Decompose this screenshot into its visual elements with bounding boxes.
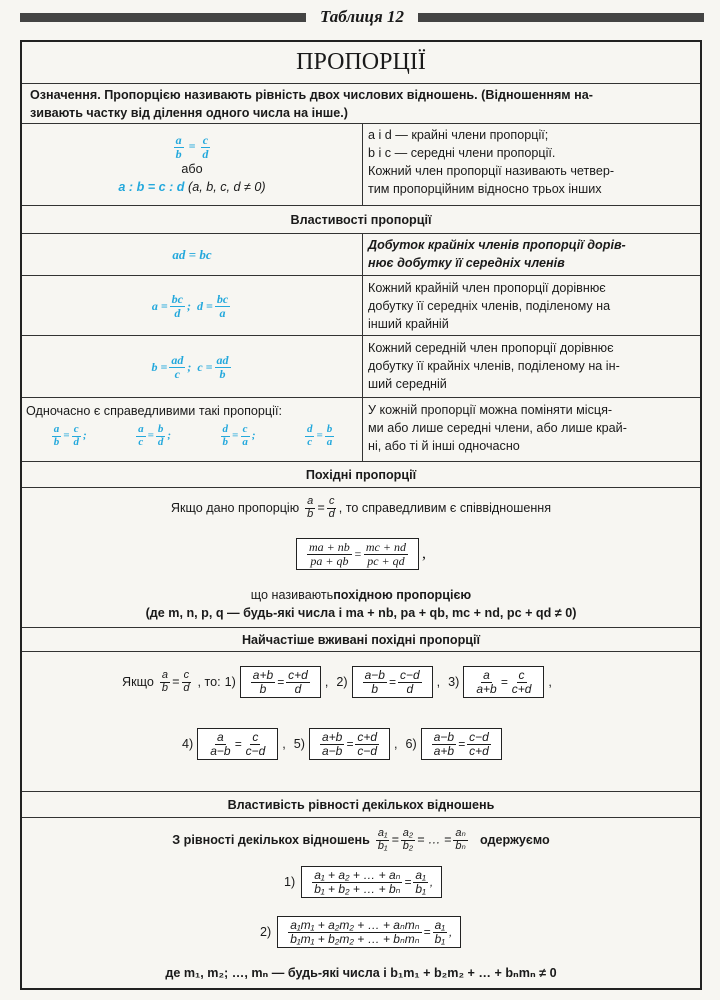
- extreme-term-formulas: a = $\frac{bc}{d}$ ; d = $\frac{bc}{a}$: [151, 291, 229, 320]
- title-row: [22, 42, 700, 84]
- frequent-row: [22, 652, 700, 792]
- notation-description: [368, 126, 694, 198]
- table-header: [20, 4, 704, 30]
- table-number: Таблиця 12: [320, 7, 404, 26]
- middle-term-line-1: Кожний середній член пропорції дорівнює: [368, 341, 614, 355]
- proportions-table: [20, 40, 702, 990]
- middle-term-line-3: ший середній: [368, 377, 447, 391]
- notation-line-4: тим пропорційним відносно трьох інших: [368, 182, 602, 196]
- middle-term-formulas: b = $\frac{ad}{c}$ ; c = $\frac{ad}{b}$: [151, 352, 229, 381]
- swap-caption: Одночасно є справедливими такі пропорції:: [26, 404, 282, 418]
- basic-proportion: $\frac{a}{b}$ = $\frac{c}{d}$: [175, 132, 209, 161]
- notation-formulas: [22, 124, 362, 206]
- frequent-formula-3: $\frac{a}{a+b}$ = $\frac{c}{c+d}$: [463, 666, 544, 698]
- extreme-term-line-1: Кожний крайній член пропорції дорівнює: [368, 281, 606, 295]
- section-frequent: Найчастіше вживані похідні пропорції: [22, 628, 700, 652]
- or-label: або: [181, 162, 203, 177]
- extreme-term-text: [368, 279, 694, 333]
- notation-line-3: Кожний член пропорції називають четвер-: [368, 164, 615, 178]
- main-property-formula: ad = bc: [172, 247, 212, 262]
- frequent-formula-6: $\frac{a-b}{a+b}$ = $\frac{c-d}{c+d}$: [421, 728, 502, 760]
- notation-line-2: b і c — середні члени пропорції.: [368, 146, 556, 160]
- derived-row: [22, 488, 700, 628]
- main-property-line-1: Добуток крайніх членів пропорції дорів-: [368, 238, 626, 252]
- swap-left: [26, 402, 360, 448]
- colon-proportion: a : b = c : d (a, b, c, d ≠ 0): [118, 180, 266, 195]
- definition-row: [22, 84, 700, 124]
- definition-line-1: Означення. Пропорцією називають рівність двох числових відношень. (Відношенням на-: [30, 88, 593, 102]
- notation-line-1: a і d — крайні члени пропорції;: [368, 128, 549, 142]
- page-title: ПРОПОРЦІЇ: [296, 49, 426, 75]
- multi-footer: де m₁, m₂; …, mₙ — будь-які числа і b₁m₁ + b₂m₂ + … + bₙmₙ ≠ 0: [165, 966, 557, 980]
- frequent-line-1: Якщо $\frac{a}{b}$ = $\frac{c}{d}$ , то: 1) $\frac{a+b}{b}$ = $\frac{c+d}{d}$ , 2) $\frac{a-b}{b}$ = $\frac{c-d}{d}$ , 3) $\frac{a}{a+b}$ = $\frac{c}{c+d}$ ,: [122, 666, 552, 698]
- notation-row: [22, 124, 700, 206]
- header-rule-right: [418, 13, 704, 22]
- column-divider: [362, 234, 363, 462]
- derived-condition: (де m, n, p, q — будь-які числа і ma + nb, pa + qb, mc + nd, pc + qd ≠ 0): [145, 606, 577, 620]
- swap-line-2: ми або лише середні члени, або лише край-: [368, 421, 627, 435]
- frequent-line-2: 4) $\frac{a}{a-b}$ = $\frac{c}{c-d}$ , 5) $\frac{a+b}{a-b}$ = $\frac{c+d}{c-d}$ , 6) $\frac{a-b}{a+b}$ = $\frac{c-d}{c+d}$: [182, 728, 502, 760]
- multi-formula-1: 1) $\frac{\text{a₁ + a₂ + … + aₙ}}{\text{b₁ + b₂ + … + bₙ}}$ = $\frac{\text{a₁}}{\text{b₁}}$ ,: [284, 866, 442, 898]
- section-multi: Властивість рівності декількох відношень: [22, 792, 700, 818]
- extreme-term-line-2: добутку її середніх членів, поділеному на: [368, 299, 611, 313]
- main-property-row: [22, 234, 700, 276]
- frequent-formula-5: $\frac{a+b}{a-b}$ = $\frac{c+d}{c-d}$: [309, 728, 390, 760]
- middle-term-row: [22, 336, 700, 398]
- derived-intro: Якщо дано пропорцію $\frac{a}{b}$ = $\frac{c}{d}$ , то справедливим є співвідношення: [170, 495, 552, 520]
- middle-term-line-2: добутку її крайніх членів, поділеному на ін-: [368, 359, 620, 373]
- multi-row: [22, 818, 700, 988]
- derived-called: що називають похідною пропорцією: [250, 588, 472, 602]
- swap-text: [368, 401, 694, 455]
- definition-line-2: зивають частку від ділення одного числа на інше.): [30, 106, 348, 120]
- frequent-formula-2: $\frac{a-b}{b}$ = $\frac{c-d}{d}$: [352, 666, 433, 698]
- derived-proportion-box: $\frac{ma + nb}{pa + qb}$ = $\frac{mc + nd}{pc + qd}$: [296, 538, 419, 570]
- swap-proportion: $\frac{a}{c}$ = $\frac{b}{d}$ ;: [138, 423, 172, 448]
- frequent-formula-4: $\frac{a}{a-b}$ = $\frac{c}{c-d}$: [197, 728, 278, 760]
- column-divider: [362, 124, 363, 206]
- swap-proportion: $\frac{a}{b}$ = $\frac{c}{d}$ ;: [53, 423, 87, 448]
- derived-formula: $\frac{ma + nb}{pa + qb}$ = $\frac{mc + nd}{pc + qd}$ ,: [22, 538, 700, 570]
- header-rule-left: [20, 13, 306, 22]
- main-property-line-2: нює добутку її середніх членів: [368, 256, 565, 270]
- multi-formula-2: 2) $\frac{\text{a₁m₁ + a₂m₂ + … + aₙmₙ}}{\text{b₁m₁ + b₂m₂ + … + bₙmₙ}}$ = $\frac{\text{a₁}}{\text{b₁}}$ ,: [260, 916, 461, 948]
- swap-line-3: ні, або ті й інші одночасно: [368, 439, 520, 453]
- swap-proportion: $\frac{d}{b}$ = $\frac{c}{a}$ ;: [222, 423, 256, 448]
- extreme-term-line-3: інший крайній: [368, 317, 449, 331]
- multi-intro: З рівності декількох відношень $\frac{\text{a₁}}{\text{b₁}}$ = $\frac{\text{a₂}}{\text{b₂}}$ = … = $\frac{\text{aₙ}}{\text{bₙ}}$ одержуємо: [172, 827, 550, 852]
- main-property-text: [368, 236, 694, 272]
- swap-proportions: [26, 424, 360, 448]
- swap-row: [22, 398, 700, 462]
- section-derived: Похідні пропорції: [22, 462, 700, 488]
- swap-line-1: У кожній пропорції можна поміняти місця-: [368, 403, 613, 417]
- extreme-term-row: [22, 276, 700, 336]
- frequent-formula-1: $\frac{a+b}{b}$ = $\frac{c+d}{d}$: [240, 666, 321, 698]
- section-properties: Властивості пропорції: [22, 206, 700, 234]
- swap-proportion: $\frac{d}{c}$ = $\frac{b}{a}$: [306, 423, 333, 448]
- middle-term-text: [368, 339, 694, 393]
